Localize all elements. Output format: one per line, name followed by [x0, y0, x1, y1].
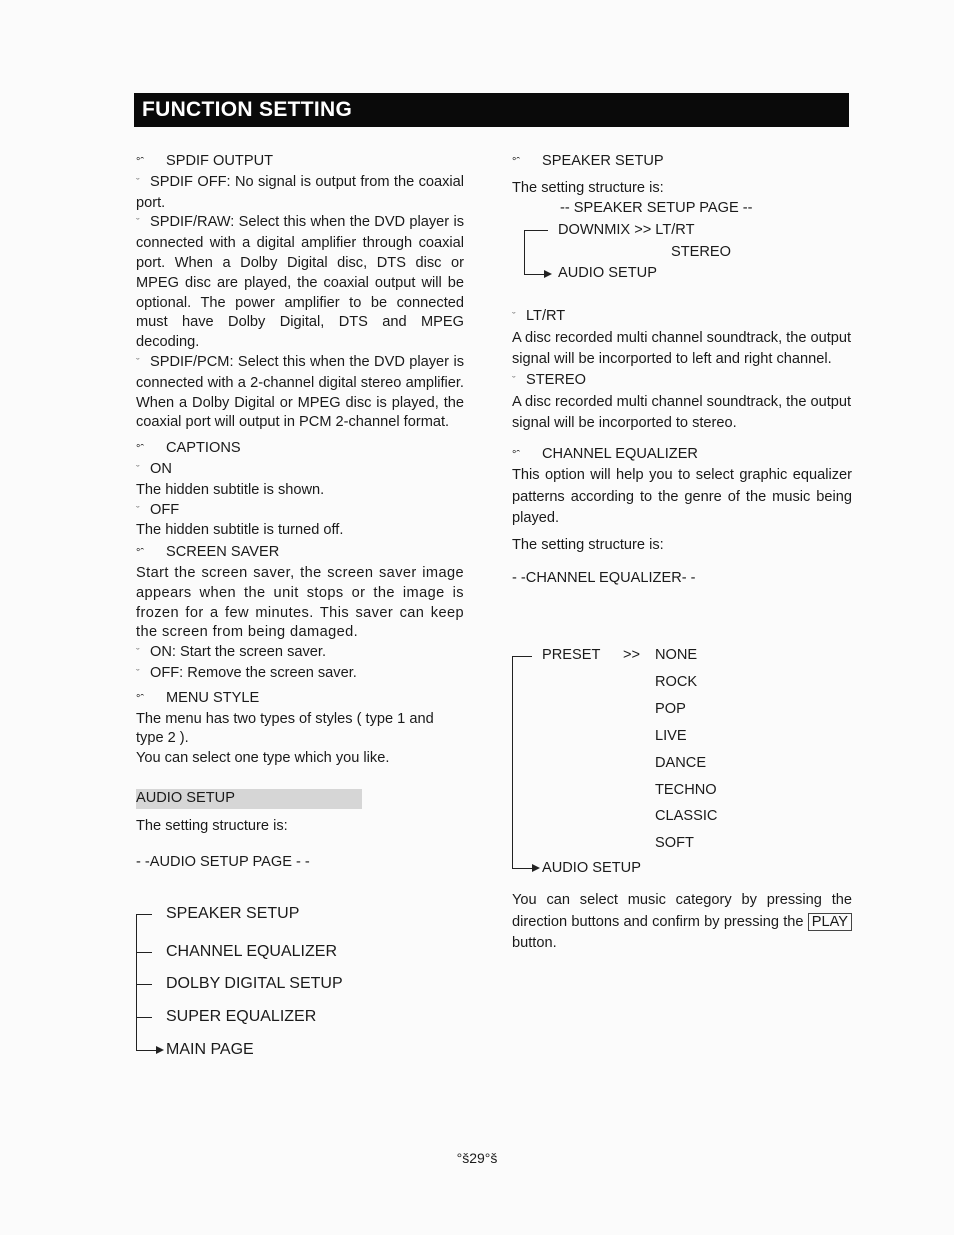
- arrow-icon: [544, 270, 552, 278]
- bullet-mark: ˇ: [136, 217, 140, 230]
- bullet-mark: ˇ: [512, 311, 516, 323]
- tree-item-speaker: SPEAKER SETUP: [166, 905, 300, 922]
- tree-branch: [524, 230, 548, 231]
- play-button-label: PLAY: [808, 913, 852, 931]
- page-number: °š29°š: [456, 1150, 498, 1166]
- bullet-mark: ˇ: [136, 463, 140, 476]
- left-column: [136, 152, 464, 872]
- tree-branch: [512, 656, 532, 657]
- spdif-heading: °ˆ SPDIF OUTPUT: [136, 152, 464, 173]
- audio-setup-tree: [136, 905, 466, 1070]
- right-column-lower: [512, 307, 852, 588]
- eq-option-dance: DANCE: [655, 755, 707, 771]
- screensaver-desc: Start the screen saver, the screen saver image appears when the unit stops or the image is frozen for a few minutes. This saver can keep the screen from being damaged.: [136, 564, 464, 641]
- menustyle-desc1: The menu has two types of styles ( type 1 and type 2 ).: [136, 710, 434, 747]
- tree-item-channel-eq: CHANNEL EQUALIZER: [166, 943, 337, 960]
- arrow-icon: [156, 1046, 164, 1054]
- audio-heading: AUDIO SETUP: [136, 789, 464, 809]
- closing-paragraph: [512, 890, 852, 955]
- eq-option-none: NONE: [655, 647, 698, 663]
- screensaver-off: ˇ OFF: Remove the screen saver.: [136, 664, 464, 685]
- tree-branch: [136, 952, 152, 953]
- spdif-pcm: ˇ SPDIF/PCM: Select this when the DVD player is connected with a 2-channel digital stereo amplifier. When a Dolby Digital or MPEG disc is played, the coaxial port will output in PCM 2-channel format.: [136, 353, 464, 431]
- eq-separator: >>: [623, 647, 641, 663]
- section-mark: °ˆ: [136, 692, 145, 705]
- bullet-mark: ˇ: [136, 667, 140, 680]
- bullet-mark: ˇ: [136, 176, 140, 189]
- tree-trunk: [136, 914, 137, 1051]
- eq-option-classic: CLASSIC: [655, 808, 718, 824]
- speaker-downmix: DOWNMIX >> LT/RT: [558, 222, 695, 238]
- eq-option-pop: POP: [655, 701, 686, 717]
- stereo-label: ˇ STEREO: [512, 371, 852, 392]
- audio-page-title: - -AUDIO SETUP PAGE - -: [136, 853, 310, 870]
- bullet-mark: ˇ: [512, 374, 516, 387]
- speaker-stereo-option: STEREO: [671, 244, 732, 260]
- bullet-mark: ˇ: [136, 647, 140, 660]
- audio-structure: The setting structure is:: [136, 817, 288, 834]
- ltrt-desc: A disc recorded multi channel soundtrack, the output signal will be incorported to left and right channel.: [512, 329, 852, 368]
- eq-preset: PRESET: [542, 647, 601, 663]
- closing-text: You can select music category by pressing the direction buttons and confirm by pressing the PLAY button.: [512, 892, 852, 951]
- speaker-structure: The setting structure is:: [512, 179, 664, 196]
- eq-page-title: - -CHANNEL EQUALIZER- -: [512, 569, 696, 586]
- spdif-raw: ˇ SPDIF/RAW: Select this when the DVD player is connected with a digital amplifier through coaxial port. When a Dolby Digital disc, DTS disc or MPEG disc are played, the coaxial output will be optional. The power amplifier to be connected must have Dolby Digital, DTS and MPEG decoding.: [136, 214, 464, 351]
- eq-desc: This option will help you to select graphic equalizer patterns according to the genre of the music being played.: [512, 467, 852, 527]
- eq-option-rock: ROCK: [655, 674, 698, 690]
- eq-option-soft: SOFT: [655, 835, 694, 851]
- captions-heading: °ˆ CAPTIONS: [136, 439, 464, 460]
- tree-trunk: [512, 656, 513, 868]
- speaker-setup-tree: [512, 200, 852, 290]
- menustyle-desc2: You can select one type which you like.: [136, 750, 390, 767]
- arrow-icon: [532, 864, 540, 872]
- eq-audio-setup: AUDIO SETUP: [542, 860, 641, 876]
- tree-branch: [136, 914, 152, 915]
- section-mark: °ˆ: [136, 547, 145, 560]
- captions-off-desc: The hidden subtitle is turned off.: [136, 522, 344, 539]
- tree-item-main-page: MAIN PAGE: [166, 1041, 254, 1058]
- bullet-mark: ˇ: [136, 504, 140, 517]
- right-column: [512, 152, 852, 199]
- captions-on-desc: The hidden subtitle is shown.: [136, 481, 325, 498]
- section-mark: °ˆ: [512, 156, 521, 168]
- eq-option-live: LIVE: [655, 728, 687, 744]
- screensaver-heading: °ˆ SCREEN SAVER: [136, 543, 464, 564]
- section-mark: °ˆ: [512, 448, 521, 461]
- menustyle-heading: °ˆ MENU STYLE: [136, 689, 464, 710]
- header-title: FUNCTION SETTING: [142, 98, 353, 121]
- tree-trunk: [524, 230, 525, 274]
- section-mark: °ˆ: [136, 156, 145, 168]
- tree-branch: [512, 868, 532, 869]
- captions-off: ˇ OFF: [136, 501, 464, 522]
- captions-on: ˇ ON: [136, 460, 464, 481]
- section-mark: °ˆ: [136, 443, 145, 456]
- screensaver-on: ˇ ON: Start the screen saver.: [136, 643, 464, 664]
- page-header: [134, 93, 849, 127]
- tree-item-dolby: DOLBY DIGITAL SETUP: [166, 975, 343, 992]
- eq-option-techno: TECHNO: [655, 782, 717, 798]
- tree-branch: [136, 984, 152, 985]
- eq-heading: °ˆ CHANNEL EQUALIZER: [512, 445, 852, 466]
- ltrt-label: ˇ LT/RT: [512, 307, 852, 328]
- tree-branch: [136, 1050, 156, 1051]
- spdif-off: ˇ SPDIF OFF: No signal is output from the coaxial port.: [136, 173, 464, 211]
- eq-structure: The setting structure is:: [512, 536, 664, 553]
- tree-item-super-eq: SUPER EQUALIZER: [166, 1008, 317, 1025]
- tree-branch: [136, 1017, 152, 1018]
- tree-branch: [524, 274, 546, 275]
- speaker-audio-setup: AUDIO SETUP: [558, 265, 657, 281]
- bullet-mark: ˇ: [136, 356, 140, 369]
- channel-eq-tree: [512, 646, 852, 886]
- speaker-page-title: -- SPEAKER SETUP PAGE --: [560, 200, 753, 216]
- speaker-heading: °ˆ SPEAKER SETUP: [512, 152, 852, 173]
- stereo-desc: A disc recorded multi channel soundtrack, the output signal will be incorported to stereo.: [512, 393, 852, 432]
